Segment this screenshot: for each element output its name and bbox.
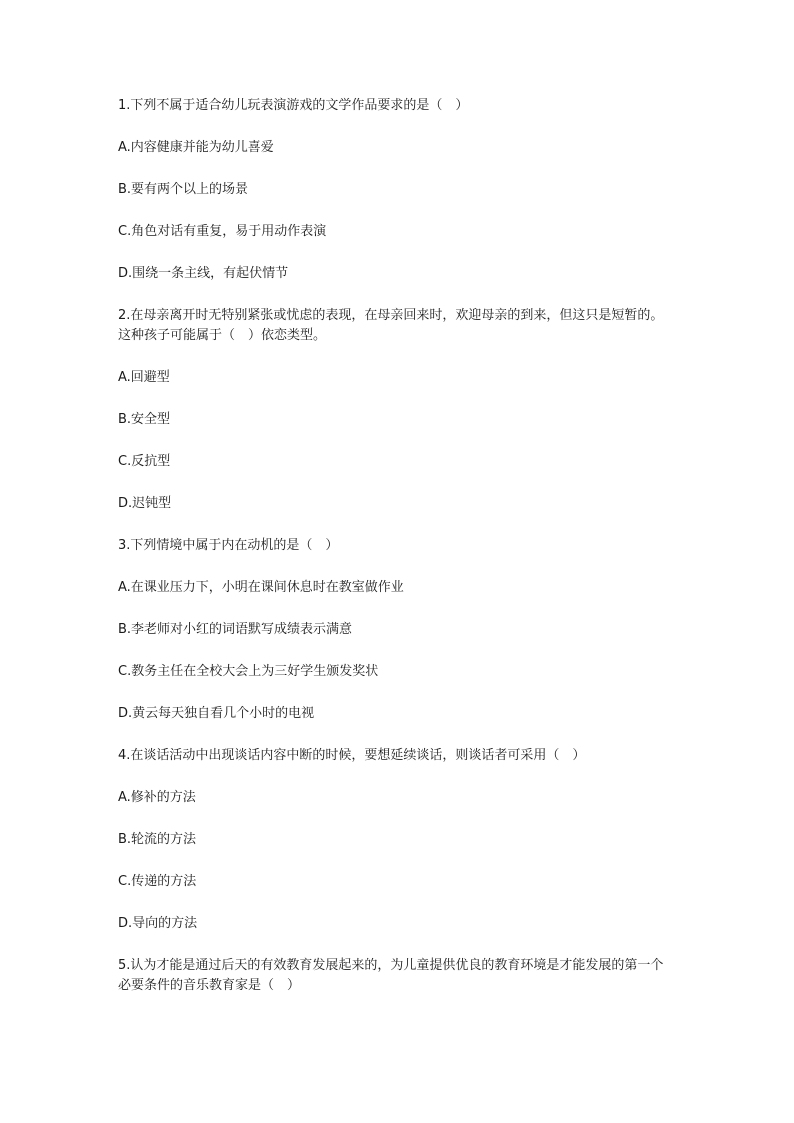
question-3-option-d: D.黄云每天独自看几个小时的电视 — [118, 706, 315, 721]
question-2-option-d: D.迟钝型 — [118, 496, 172, 511]
question-2-option-a: A.回避型 — [118, 370, 170, 385]
question-stem-2: 2.在母亲离开时无特别紧张或忧虑的表现，在母亲回来时，欢迎母亲的到来，但这只是短暂的。这种孩子可能属于（ ）依恋类型。 — [118, 308, 664, 343]
question-4-option-d: D.导向的方法 — [118, 916, 198, 931]
question-1-option-c: C.角色对话有重复，易于用动作表演 — [118, 224, 327, 239]
question-stem-5: 5.认为才能是通过后天的有效教育发展起来的，为儿童提供优良的教育环境是才能发展的第一个必要条件的音乐教育家是（ ） — [118, 958, 664, 993]
question-1-option-d: D.围绕一条主线，有起伏情节 — [118, 266, 289, 281]
question-4-option-a: A.修补的方法 — [118, 790, 196, 805]
question-4-option-c: C.传递的方法 — [118, 874, 197, 889]
question-2-option-b: B.安全型 — [118, 412, 171, 427]
question-1-option-b: B.要有两个以上的场景 — [118, 182, 249, 197]
question-2-option-c: C.反抗型 — [118, 454, 171, 469]
question-4-option-b: B.轮流的方法 — [118, 832, 197, 847]
question-stem-4: 4.在谈话活动中出现谈话内容中断的时候，要想延续谈话，则谈话者可采用（ ） — [118, 748, 586, 763]
question-1-option-a: A.内容健康并能为幼儿喜爱 — [118, 140, 274, 155]
document-page — [118, 96, 674, 1018]
question-3-option-c: C.教务主任在全校大会上为三好学生颁发奖状 — [118, 664, 379, 679]
question-3-option-b: B.李老师对小红的词语默写成绩表示满意 — [118, 622, 353, 637]
question-stem-3: 3.下列情境中属于内在动机的是（ ） — [118, 538, 339, 553]
question-stem-1: 1.下列不属于适合幼儿玩表演游戏的文学作品要求的是（ ） — [118, 98, 469, 113]
question-3-option-a: A.在课业压力下，小明在课间休息时在教室做作业 — [118, 580, 404, 595]
